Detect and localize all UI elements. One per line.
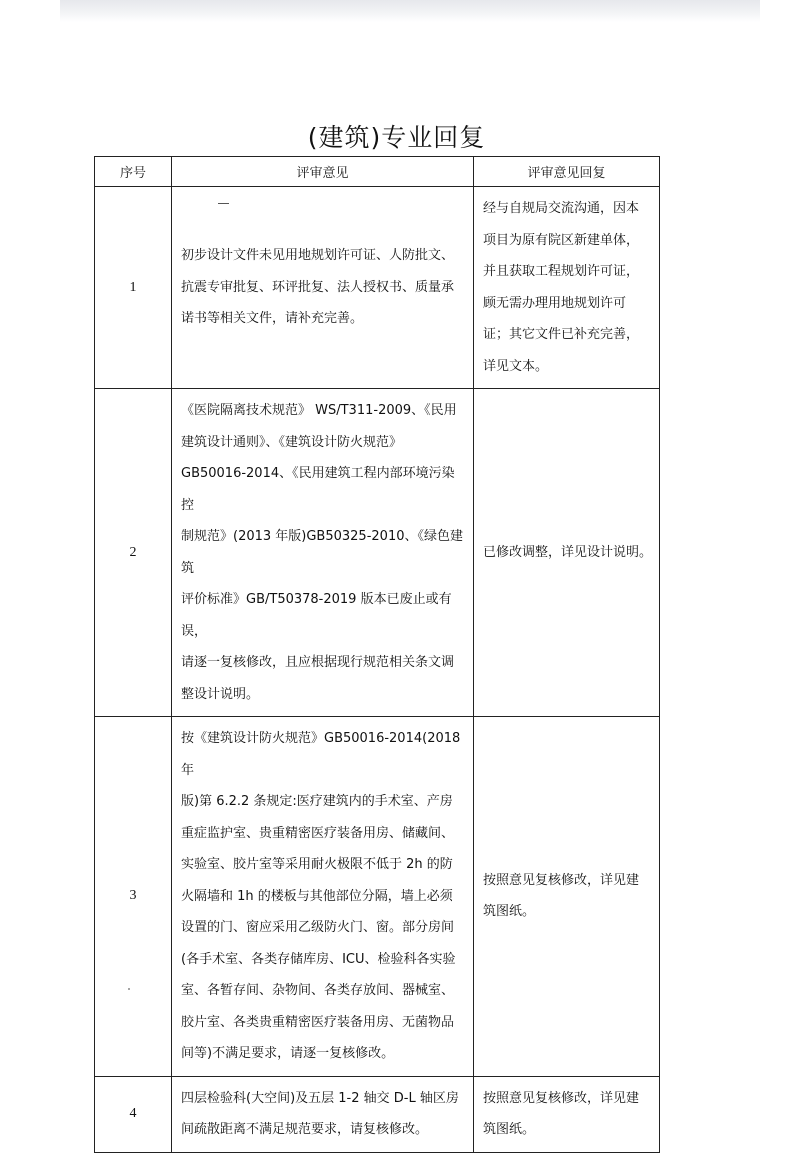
review-opinion-cell bbox=[172, 717, 474, 1077]
review-opinion-cell bbox=[172, 389, 474, 717]
review-reply: 按照意见复核修改，详见建 筑图纸。 bbox=[483, 1090, 640, 1137]
header-opinion: 评审意见 bbox=[172, 157, 474, 187]
review-opinion-cell bbox=[172, 187, 474, 389]
scan-shadow bbox=[60, 0, 760, 22]
review-table bbox=[94, 156, 660, 1153]
review-reply: 经与自规局交流沟通，因本 项目为原有院区新建单体， 并且获取工程规划许可证， 顾无需办理用地规划许可 证；其它文件已补充完善， 详见文本。 bbox=[483, 201, 640, 374]
review-opinion: 按《建筑设计防火规范》GB50016-2014(2018 年 版)第 6.2.2 条规定:医疗建筑内的手术室、产房 重症监护室、贵重精密医疗装备用房、储藏间、 实验室、胶片室等采用耐火极限不低于 2h 的防 火隔墙和 1h 的楼板与其他部位分隔，墙上必须 设置的门、窗应采用乙级防火门、窗。部分房间 (各手术室、各类存储库房、ICU、检验科各实验 室、各暂存间、杂物间、各类存放间、器械室、 胶片室、各类贵重精密医疗装备用房、无菌物品 间等)不满足要求，请逐一复核修改。 bbox=[181, 731, 461, 1061]
review-reply-cell bbox=[474, 187, 660, 389]
table-header-row bbox=[95, 157, 660, 187]
review-reply-cell bbox=[474, 389, 660, 717]
review-opinion: 四层检验科(大空间)及五层 1-2 轴交 D-L 轴区房 间疏散距离不满足规范要求，请复核修改。 bbox=[181, 1090, 459, 1137]
row-number: 4 bbox=[95, 1076, 172, 1152]
row-number: 2 bbox=[95, 389, 172, 717]
page-title: (建筑)专业回复 bbox=[307, 123, 486, 152]
review-reply: 已修改调整，详见设计说明。 bbox=[483, 544, 653, 560]
review-reply-cell bbox=[474, 717, 660, 1077]
header-reply: 评审意见回复 bbox=[474, 157, 660, 187]
table-row bbox=[95, 717, 660, 1077]
review-reply: 按照意见复核修改，详见建 筑图纸。 bbox=[483, 872, 640, 920]
review-opinion: 《医院隔离技术规范》 WS/T311-2009、《民用 建筑设计通则》、《建筑设计防火规范》 GB50016-2014、《民用建筑工程内部环境污染控 制规范》(2013 年版)GB50325-2010、《绿色建筑 评价标准》GB/T50378-2019 版本已废止或有误， 请逐一复核修改，且应根据现行规范相关条文调 整设计说明。 bbox=[181, 403, 463, 702]
scan-dot-mark bbox=[128, 988, 130, 990]
table-row bbox=[95, 1076, 660, 1152]
scan-dash-mark bbox=[218, 203, 229, 204]
header-no: 序号 bbox=[95, 157, 172, 187]
table-row bbox=[95, 187, 660, 389]
review-opinion-cell bbox=[172, 1076, 474, 1152]
review-opinion: 初步设计文件未见用地规划许可证、人防批文、 抗震专审批复、环评批复、法人授权书、质量承 诺书等相关文件，请补充完善。 bbox=[181, 248, 455, 327]
review-reply-cell bbox=[474, 1076, 660, 1152]
row-number: 1 bbox=[95, 187, 172, 389]
table-row bbox=[95, 389, 660, 717]
row-number: 3 bbox=[95, 717, 172, 1077]
